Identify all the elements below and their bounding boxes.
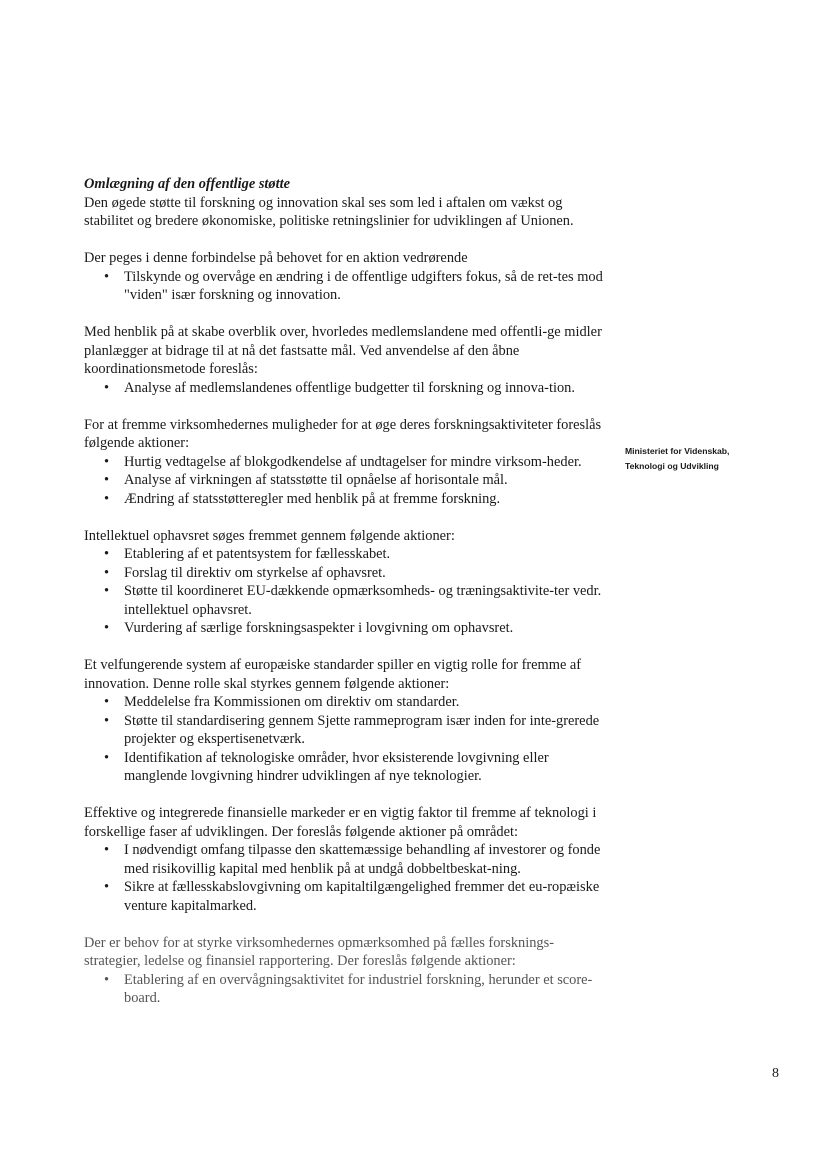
list-item: • Ændring af statsstøtteregler med henblik på at fremme forskning. — [104, 490, 501, 507]
paragraph-4 — [84, 416, 604, 509]
paragraph-text: Den øgede støtte til forskning og innovation skal ses som led i aftalen om vækst og stabilitet og bredere økonomiske, politiske retningslinier for udviklingen af Unionen. — [84, 194, 574, 229]
paragraph-2 — [84, 249, 604, 305]
list-item: • Tilskynde og overvåge en ændring i de offentlige udgifters fokus, så de ret-tes mod "viden" især forskning og innovation. — [104, 268, 603, 303]
bullet-list — [84, 693, 604, 786]
list-item: • Forslag til direktiv om styrkelse af ophavsret. — [104, 564, 386, 581]
paragraph-text: Med henblik på at skabe overblik over, hvorledes medlemslandene med offentli-ge midler planlægger at bidrage til at nå det fastsatte mål. Ved anvendelse af den åbne koordinationsmetode foreslås: — [84, 324, 602, 377]
list-item: • Identifikation af teknologiske områder, hvor eksisterende lovgivning eller manglende lovgivning hindrer udviklingen af nye teknologier. — [104, 749, 549, 784]
list-item: • Hurtig vedtagelse af blokgodkendelse af undtagelser for mindre virksom-heder. — [104, 453, 582, 470]
list-item: • Meddelelse fra Kommissionen om direktiv om standarder. — [104, 694, 460, 710]
list-item: • Støtte til koordineret EU-dækkende opmærksomheds- og træningsaktivite-ter vedr. intellektuel ophavsret. — [104, 583, 602, 618]
paragraph-1 — [84, 194, 604, 231]
section-heading: Omlægning af den offentlige støtte — [84, 176, 291, 192]
list-item: • Støtte til standardisering gennem Sjette rammeprogram især inden for inte-grerede projekter og ekspertisenetværk. — [104, 712, 600, 747]
bullet-list — [84, 453, 604, 509]
bullet-list — [84, 971, 604, 1008]
bullet-list — [84, 545, 604, 638]
paragraph-text: Effektive og integrerede finansielle markeder er en vigtig faktor til fremme af teknologi i forskellige faser af udviklingen. Der foreslås følgende aktioner på området: — [84, 805, 597, 840]
page-number: 8 — [772, 1066, 779, 1081]
paragraph-7 — [84, 804, 604, 915]
bullet-list — [84, 841, 604, 915]
paragraph-text: Der peges i denne forbindelse på behovet for en aktion vedrørende — [84, 250, 468, 266]
list-item: • Analyse af medlemslandenes offentlige budgetter til forskning og innova-tion. — [104, 379, 575, 396]
list-item: • Vurdering af særlige forskningsaspekter i lovgivning om ophavsret. — [104, 620, 514, 636]
paragraph-3 — [84, 323, 604, 397]
paragraph-5 — [84, 527, 604, 638]
sidebar-line-1: Ministeriet for Videnskab, — [625, 446, 730, 456]
paragraph-8 — [84, 934, 604, 1008]
paragraph-text: Der er behov for at styrke virksomhedernes opmærksomhed på fælles forsknings-strategier, ledelse og finansiel rapportering. Der foreslås følgende aktioner: — [84, 934, 554, 969]
list-item: • Etablering af et patentsystem for fællesskabet. — [104, 546, 391, 562]
main-text-column — [84, 175, 604, 1026]
bullet-list — [84, 379, 604, 398]
paragraph-text: Et velfungerende system af europæiske standarder spiller en vigtig rolle for fremme af innovation. Denne rolle skal styrkes gennem følgende aktioner: — [84, 657, 582, 692]
ministry-sidebar-label — [625, 444, 805, 474]
sidebar-line-2: Teknologi og Udvikling — [625, 461, 719, 471]
paragraph-text: For at fremme virksomhedernes muligheder for at øge deres forskningsaktiviteter foreslås følgende aktioner: — [84, 416, 602, 451]
list-item: • Etablering af en overvågningsaktivitet for industriel forskning, herunder et score-board. — [104, 971, 593, 1006]
bullet-list — [84, 268, 604, 305]
paragraph-6 — [84, 656, 604, 786]
list-item: • I nødvendigt omfang tilpasse den skattemæssige behandling af investorer og fonde med risikovillig kapital med henblik på at undgå dobbeltbeskat-ning. — [104, 842, 601, 877]
list-item: • Sikre at fællesskabslovgivning om kapitaltilgængelighed fremmer det eu-ropæiske venture kapitalmarked. — [104, 879, 600, 914]
list-item: • Analyse af virkningen af statsstøtte til opnåelse af horisontale mål. — [104, 472, 508, 488]
paragraph-text: Intellektuel ophavsret søges fremmet gennem følgende aktioner: — [84, 527, 455, 544]
